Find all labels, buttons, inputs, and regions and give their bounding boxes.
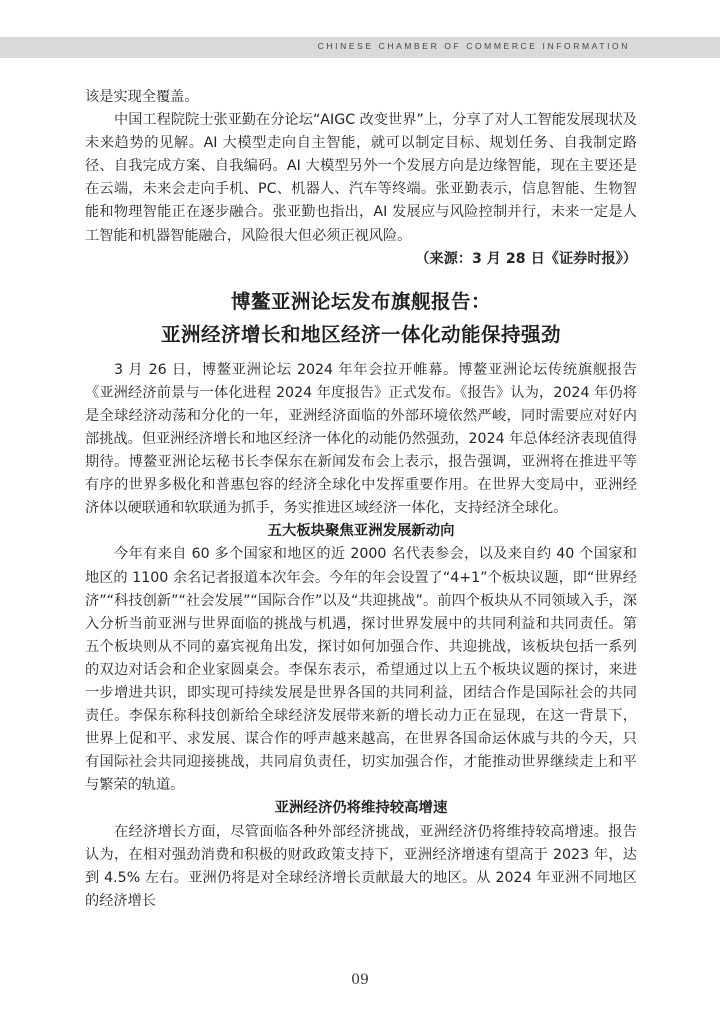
prev-article-text: 中国工程院院士张亚勤在分论坛“AIGC 改变世界”上，分享了对人工智能发展现状及未来趋势的见解。AI 大模型走向自主智能，就可以制定目标、规划任务、自我制定路径、自我完成方案、自我编码。AI 大模型另外一个发展方向是边缘智能，现在主要还是在云端，未来会走向手机、PC、机器人、汽车等终端。张亚勤表示，信息智能、生物智能和物理智能正在逐步融合。张亚勤也指出，AI 发展应与风险控制并行，未来一定是人工智能和机器智能融合，风险很大但必须正视风险。 bbox=[85, 112, 637, 244]
section1-heading: 五大板块聚焦亚洲发展新动向 bbox=[267, 523, 455, 540]
prev-article-continuation: 该是实现全覆盖。 bbox=[85, 89, 199, 105]
page-content bbox=[85, 86, 637, 913]
prev-article-paragraph bbox=[85, 109, 637, 267]
article-intro: 3 月 26 日，博鳌亚洲论坛 2024 年年会拉开帷幕。博鳌亚洲论坛传统旗舰报告《亚洲经济前景与一体化进程 2024 年度报告》正式发布。《报告》认为，2024 年仍将是全球经济动荡和分化的一年，亚洲经济面临的外部环境依然严峻，同时需要应对好内部挑战。但亚洲经济增长和地区经济一体化的动能仍然强劲，2024 年总体经济表现值得期待。博鳌亚洲论坛秘书长李保东在新闻发布会上表示，报告强调，亚洲将在推进平等有序的世界多极化和普惠包容的经济全球化中发挥重要作用。在世界大变局中，亚洲经济体以硬联通和软联通为抓手，务实推进区域经济一体化，支持经济全球化。 bbox=[85, 361, 637, 517]
article-title-line2: 亚洲经济增长和地区经济一体化动能保持强劲 bbox=[160, 322, 561, 346]
header-bar bbox=[0, 37, 720, 58]
header-tagline: CHINESE CHAMBER OF COMMERCE INFORMATION bbox=[317, 41, 630, 51]
article-title bbox=[85, 285, 637, 351]
article-title-line1: 博鳌亚洲论坛发布旗舰报告： bbox=[230, 289, 491, 313]
source-citation: （来源：3 月 28 日《证券时报》） bbox=[415, 250, 637, 267]
section1-body: 今年有来自 60 多个国家和地区的近 2000 名代表参会，以及来自约 40 个国家和地区的 1100 余名记者报道本次年会。今年的年会设置了“4+1”个板块议题，即“世界经济”“科技创新”“社会发展”“国际合作”以及“共迎挑战”。前四个板块从不同领域入手，深入分析当前亚洲与世界面临的挑战与机遇，探讨世界发展中的共同利益和共同责任。第五个板块则从不同的嘉宾视角出发，探讨如何加强合作、共迎挑战，该板块包括一系列的双边对话会和企业家圆桌会。李保东表示，希望通过以上五个板块议题的探讨，来进一步增进共识，即实现可持续发展是世界各国的共同利益，团结合作是国际社会的共同责任。李保东称科技创新给全球经济发展带来新的增长动力正在显现，在这一背景下，世界上促和平、求发展、谋合作的呼声越来越高，在世界各国命运休戚与共的今天，只有国际社会共同迎接挑战，共同肩负责任，切实加强合作，才能推动世界继续走上和平与繁荣的轨道。 bbox=[85, 546, 637, 794]
page-number: 09 bbox=[351, 972, 369, 988]
section2-heading: 亚洲经济仍将维持较高增速 bbox=[274, 800, 448, 817]
section2-body: 在经济增长方面，尽管面临各种外部经济挑战，亚洲经济仍将维持较高增速。报告认为，在相对强劲消费和积极的财政政策支持下，亚洲经济增速有望高于 2023 年，达到 4.5% 左右。亚洲仍将是对全球经济增长贡献最大的地区。从 2024 年亚洲不同地区的经济增长 bbox=[85, 823, 637, 909]
